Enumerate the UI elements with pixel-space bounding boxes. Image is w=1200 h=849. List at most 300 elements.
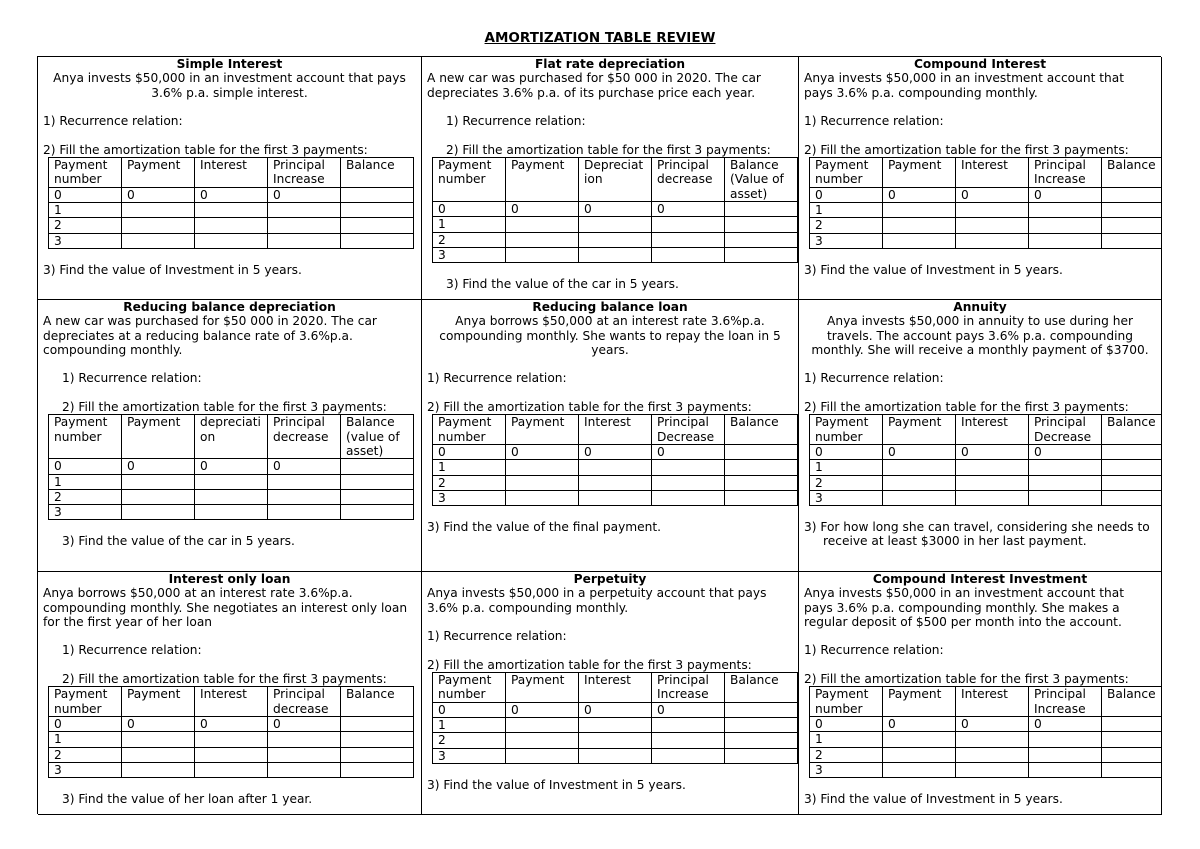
table-cell: 1 bbox=[49, 202, 122, 217]
table-cell bbox=[579, 475, 652, 490]
amortization-table bbox=[809, 157, 1162, 249]
column-header: Interest bbox=[195, 687, 268, 717]
column-header: Balance bbox=[1102, 687, 1163, 717]
table-cell bbox=[122, 233, 195, 248]
table-cell bbox=[1029, 732, 1102, 747]
column-header: Payment number bbox=[49, 158, 122, 188]
table-cell bbox=[1102, 762, 1163, 777]
table-cell: 1 bbox=[49, 732, 122, 747]
amortization-table bbox=[48, 157, 414, 249]
table-cell: 2 bbox=[433, 733, 506, 748]
table-cell: 0 bbox=[883, 187, 956, 202]
column-header: Payment number bbox=[810, 415, 883, 445]
table-cell bbox=[1102, 233, 1163, 248]
table-cell bbox=[1102, 732, 1163, 747]
table-cell bbox=[883, 475, 956, 490]
column-header: Payment bbox=[883, 687, 956, 717]
table-header-row bbox=[433, 415, 798, 445]
table-header-row bbox=[810, 158, 1163, 188]
table-cell: 3 bbox=[433, 247, 506, 262]
table-cell bbox=[122, 762, 195, 777]
amortization-table bbox=[809, 414, 1162, 506]
table-row bbox=[433, 490, 798, 505]
table-cell: 1 bbox=[810, 202, 883, 217]
table-cell bbox=[341, 762, 414, 777]
table-header-row bbox=[433, 673, 798, 703]
table-cell bbox=[579, 717, 652, 732]
table-cell: 0 bbox=[579, 702, 652, 717]
column-header: depreciation bbox=[195, 415, 268, 459]
table-cell bbox=[725, 460, 798, 475]
amortization-table bbox=[809, 686, 1162, 778]
column-header: Payment bbox=[883, 415, 956, 445]
table-cell: 2 bbox=[433, 475, 506, 490]
table-cell: 0 bbox=[49, 187, 122, 202]
table-cell bbox=[725, 444, 798, 459]
table-cell bbox=[341, 187, 414, 202]
table-row bbox=[49, 474, 414, 489]
table-row bbox=[810, 475, 1163, 490]
table-header-row bbox=[49, 158, 414, 188]
table-cell bbox=[956, 732, 1029, 747]
table-row bbox=[49, 459, 414, 474]
table-header-row bbox=[49, 415, 414, 459]
column-header: Payment number bbox=[810, 158, 883, 188]
table-row bbox=[433, 748, 798, 763]
table-cell bbox=[725, 217, 798, 232]
problem-description: Anya invests $50,000 in an investment account that pays 3.6% p.a. compounding monthly. bbox=[804, 71, 1124, 100]
table-row bbox=[49, 233, 414, 248]
table-cell bbox=[122, 202, 195, 217]
table-cell bbox=[1102, 218, 1163, 233]
table-row bbox=[433, 733, 798, 748]
table-cell: 3 bbox=[433, 748, 506, 763]
column-header: Interest bbox=[956, 687, 1029, 717]
table-cell: 1 bbox=[433, 217, 506, 232]
table-cell bbox=[341, 218, 414, 233]
table-cell: 0 bbox=[506, 444, 579, 459]
table-cell bbox=[883, 732, 956, 747]
problem-description: A new car was purchased for $50 000 in 2020. The car depreciates 3.6% p.a. of its purchase price each year. bbox=[427, 71, 761, 100]
table-cell: 1 bbox=[810, 460, 883, 475]
table-row bbox=[49, 747, 414, 762]
table-cell bbox=[652, 748, 725, 763]
table-cell: 0 bbox=[195, 459, 268, 474]
worksheet-section bbox=[422, 300, 799, 572]
table-cell: 0 bbox=[579, 201, 652, 216]
table-cell: 0 bbox=[579, 444, 652, 459]
column-header: Payment number bbox=[49, 687, 122, 717]
table-cell bbox=[341, 459, 414, 474]
table-cell: 0 bbox=[1029, 716, 1102, 731]
table-cell: 3 bbox=[433, 490, 506, 505]
table-cell: 3 bbox=[49, 505, 122, 520]
table-header-row bbox=[433, 158, 798, 202]
worksheet-section bbox=[799, 300, 1162, 572]
table-cell bbox=[725, 490, 798, 505]
column-header: Balance bbox=[1102, 415, 1163, 445]
table-cell bbox=[1029, 218, 1102, 233]
table-row bbox=[49, 218, 414, 233]
table-cell bbox=[956, 762, 1029, 777]
table-row bbox=[810, 762, 1163, 777]
table-cell: 0 bbox=[652, 201, 725, 216]
table-cell bbox=[506, 232, 579, 247]
table-cell bbox=[268, 474, 341, 489]
table-cell: 0 bbox=[652, 702, 725, 717]
table-row bbox=[49, 187, 414, 202]
table-row bbox=[810, 202, 1163, 217]
table-cell: 2 bbox=[49, 747, 122, 762]
table-row bbox=[433, 444, 798, 459]
column-header: Principal decrease bbox=[268, 415, 341, 459]
table-cell bbox=[506, 217, 579, 232]
table-cell bbox=[883, 762, 956, 777]
table-cell: 1 bbox=[433, 717, 506, 732]
question-recurrence: 1) Recurrence relation: bbox=[446, 114, 586, 129]
table-cell: 3 bbox=[810, 762, 883, 777]
table-cell: 0 bbox=[956, 444, 1029, 459]
table-cell bbox=[268, 505, 341, 520]
table-cell bbox=[652, 460, 725, 475]
column-header: Balance bbox=[341, 158, 414, 188]
question-table: 2) Fill the amortization table for the first 3 payments: bbox=[427, 657, 752, 672]
table-row bbox=[433, 702, 798, 717]
table-cell bbox=[268, 218, 341, 233]
table-cell bbox=[579, 217, 652, 232]
table-cell bbox=[1102, 490, 1163, 505]
table-cell bbox=[883, 202, 956, 217]
table-cell: 0 bbox=[49, 716, 122, 731]
table-cell bbox=[579, 460, 652, 475]
table-row bbox=[810, 747, 1163, 762]
table-cell bbox=[506, 490, 579, 505]
table-cell bbox=[122, 732, 195, 747]
amortization-table bbox=[432, 157, 798, 263]
table-cell bbox=[1029, 460, 1102, 475]
table-cell bbox=[883, 233, 956, 248]
table-row bbox=[433, 217, 798, 232]
table-cell bbox=[122, 489, 195, 504]
table-row bbox=[433, 717, 798, 732]
table-cell bbox=[883, 747, 956, 762]
table-cell: 0 bbox=[433, 444, 506, 459]
question-recurrence: 1) Recurrence relation: bbox=[804, 114, 944, 129]
table-cell bbox=[652, 490, 725, 505]
table-cell bbox=[579, 247, 652, 262]
table-row bbox=[49, 202, 414, 217]
table-cell bbox=[195, 233, 268, 248]
table-cell: 2 bbox=[49, 489, 122, 504]
table-row bbox=[49, 732, 414, 747]
table-row bbox=[810, 187, 1163, 202]
table-row bbox=[810, 233, 1163, 248]
table-cell: 2 bbox=[810, 475, 883, 490]
table-cell bbox=[506, 247, 579, 262]
question-recurrence: 1) Recurrence relation: bbox=[427, 629, 567, 644]
table-cell bbox=[341, 489, 414, 504]
table-cell bbox=[506, 717, 579, 732]
section-title: Reducing balance depreciation bbox=[123, 300, 336, 314]
table-row bbox=[433, 247, 798, 262]
table-cell bbox=[956, 218, 1029, 233]
table-cell bbox=[341, 233, 414, 248]
column-header: Payment number bbox=[49, 415, 122, 459]
table-row bbox=[49, 716, 414, 731]
table-cell bbox=[506, 733, 579, 748]
table-cell bbox=[725, 733, 798, 748]
table-cell bbox=[195, 505, 268, 520]
amortization-table bbox=[48, 686, 414, 778]
question-table: 2) Fill the amortization table for the first 3 payments: bbox=[43, 142, 368, 157]
section-title: Simple Interest bbox=[176, 57, 283, 71]
table-cell bbox=[725, 232, 798, 247]
table-row bbox=[49, 489, 414, 504]
worksheet-grid bbox=[37, 56, 1161, 814]
column-header: Balance (value of asset) bbox=[341, 415, 414, 459]
table-row bbox=[49, 762, 414, 777]
table-cell bbox=[341, 474, 414, 489]
problem-description: Anya invests $50,000 in an investment account that pays 3.6% p.a. compounding monthly. She makes a regular deposit of $500 per month into the account. bbox=[804, 586, 1124, 629]
table-cell bbox=[268, 489, 341, 504]
column-header: Principal Increase bbox=[1029, 687, 1102, 717]
section-title: Flat rate depreciation bbox=[534, 57, 686, 71]
table-cell bbox=[195, 489, 268, 504]
question-table: 2) Fill the amortization table for the first 3 payments: bbox=[804, 400, 1129, 415]
table-cell bbox=[341, 505, 414, 520]
question-find-value: 3) Find the value of her loan after 1 year. bbox=[62, 792, 313, 807]
amortization-table bbox=[48, 414, 414, 520]
table-cell bbox=[725, 201, 798, 216]
table-cell bbox=[122, 505, 195, 520]
table-cell bbox=[956, 490, 1029, 505]
table-cell bbox=[195, 732, 268, 747]
table-cell bbox=[341, 732, 414, 747]
table-cell bbox=[1102, 444, 1163, 459]
table-cell bbox=[883, 460, 956, 475]
table-header-row bbox=[810, 687, 1163, 717]
column-header: Interest bbox=[956, 158, 1029, 188]
question-find-value: 3) Find the value of Investment in 5 years. bbox=[43, 262, 302, 277]
section-title: Annuity bbox=[953, 300, 1007, 314]
table-cell bbox=[725, 748, 798, 763]
table-cell: 0 bbox=[810, 187, 883, 202]
table-cell bbox=[122, 218, 195, 233]
question-recurrence: 1) Recurrence relation: bbox=[62, 371, 202, 386]
table-cell bbox=[579, 232, 652, 247]
table-row bbox=[433, 232, 798, 247]
table-cell bbox=[195, 202, 268, 217]
worksheet-section bbox=[422, 57, 799, 300]
column-header: Depreciation bbox=[579, 158, 652, 202]
table-cell bbox=[341, 747, 414, 762]
table-cell: 0 bbox=[956, 716, 1029, 731]
table-cell: 0 bbox=[195, 716, 268, 731]
table-row bbox=[810, 716, 1163, 731]
worksheet-section bbox=[799, 572, 1162, 815]
table-cell bbox=[268, 762, 341, 777]
column-header: Payment bbox=[122, 687, 195, 717]
table-cell bbox=[579, 490, 652, 505]
table-cell bbox=[725, 702, 798, 717]
amortization-table bbox=[432, 672, 798, 764]
table-cell: 1 bbox=[433, 460, 506, 475]
table-cell bbox=[268, 202, 341, 217]
table-cell bbox=[652, 232, 725, 247]
question-table: 2) Fill the amortization table for the first 3 payments: bbox=[62, 672, 387, 687]
column-header: Balance bbox=[725, 673, 798, 703]
table-cell: 0 bbox=[1029, 444, 1102, 459]
table-cell bbox=[506, 748, 579, 763]
table-cell bbox=[195, 762, 268, 777]
table-cell: 0 bbox=[433, 201, 506, 216]
problem-description: Anya borrows $50,000 at an interest rate 3.6%p.a. compounding monthly. She wants to repay the loan in 5 years. bbox=[439, 314, 781, 357]
table-cell bbox=[652, 247, 725, 262]
question-find-value: 3) Find the value of Investment in 5 years. bbox=[804, 262, 1063, 277]
question-table: 2) Fill the amortization table for the first 3 payments: bbox=[427, 400, 752, 415]
table-cell bbox=[725, 475, 798, 490]
table-header-row bbox=[49, 687, 414, 717]
table-cell bbox=[956, 747, 1029, 762]
table-row bbox=[810, 218, 1163, 233]
column-header: Interest bbox=[195, 158, 268, 188]
table-cell bbox=[652, 475, 725, 490]
table-cell: 0 bbox=[1029, 187, 1102, 202]
table-row bbox=[49, 505, 414, 520]
column-header: Principal decrease bbox=[268, 687, 341, 717]
table-cell: 2 bbox=[810, 747, 883, 762]
table-cell bbox=[1029, 490, 1102, 505]
table-cell bbox=[506, 460, 579, 475]
question-recurrence: 1) Recurrence relation: bbox=[62, 643, 202, 658]
table-row bbox=[810, 460, 1163, 475]
table-cell bbox=[1102, 202, 1163, 217]
table-row bbox=[433, 201, 798, 216]
table-cell bbox=[579, 748, 652, 763]
table-cell bbox=[195, 474, 268, 489]
column-header: Principal Decrease bbox=[652, 415, 725, 445]
table-cell: 0 bbox=[122, 459, 195, 474]
question-find-value: 3) Find the value of Investment in 5 years. bbox=[804, 792, 1063, 807]
table-cell bbox=[652, 217, 725, 232]
table-cell: 3 bbox=[49, 762, 122, 777]
worksheet-section bbox=[38, 572, 422, 815]
table-cell bbox=[341, 202, 414, 217]
table-cell bbox=[268, 233, 341, 248]
table-row bbox=[810, 444, 1163, 459]
column-header: Interest bbox=[579, 415, 652, 445]
table-cell bbox=[506, 475, 579, 490]
column-header: Payment number bbox=[433, 158, 506, 202]
table-cell bbox=[1029, 475, 1102, 490]
table-cell: 3 bbox=[49, 233, 122, 248]
problem-description: Anya invests $50,000 in a perpetuity account that pays 3.6% p.a. compounding monthly. bbox=[427, 586, 767, 615]
table-cell bbox=[1102, 716, 1163, 731]
table-row bbox=[433, 460, 798, 475]
column-header: Balance bbox=[725, 415, 798, 445]
question-find-value: 3) Find the value of the final payment. bbox=[427, 520, 662, 535]
question-find-value: 3) Find the value of Investment in 5 years. bbox=[427, 777, 686, 792]
table-cell: 2 bbox=[433, 232, 506, 247]
column-header: Balance bbox=[341, 687, 414, 717]
question-recurrence: 1) Recurrence relation: bbox=[804, 371, 944, 386]
question-find-value: 3) Find the value of the car in 5 years. bbox=[62, 534, 295, 549]
table-cell bbox=[1102, 475, 1163, 490]
problem-description: Anya invests $50,000 in an investment account that pays 3.6% p.a. simple interest. bbox=[53, 71, 406, 100]
column-header: Payment number bbox=[810, 687, 883, 717]
column-header: Payment bbox=[506, 415, 579, 445]
table-cell: 2 bbox=[810, 218, 883, 233]
table-cell bbox=[1102, 460, 1163, 475]
table-cell: 0 bbox=[49, 459, 122, 474]
table-cell bbox=[1029, 747, 1102, 762]
table-cell: 3 bbox=[810, 490, 883, 505]
table-row bbox=[810, 490, 1163, 505]
table-cell bbox=[883, 218, 956, 233]
section-title: Compound Interest bbox=[913, 57, 1047, 71]
column-header: Principal Decrease bbox=[1029, 415, 1102, 445]
table-cell bbox=[652, 733, 725, 748]
table-cell bbox=[195, 747, 268, 762]
section-title: Reducing balance loan bbox=[532, 300, 688, 314]
table-cell: 0 bbox=[652, 444, 725, 459]
worksheet-section bbox=[38, 57, 422, 300]
section-title: Perpetuity bbox=[573, 572, 647, 586]
column-header: Balance bbox=[1102, 158, 1163, 188]
worksheet-section bbox=[422, 572, 799, 815]
table-cell: 1 bbox=[49, 474, 122, 489]
column-header: Principal decrease bbox=[652, 158, 725, 202]
table-cell bbox=[956, 460, 1029, 475]
table-cell: 1 bbox=[810, 732, 883, 747]
problem-description: Anya borrows $50,000 at an interest rate 3.6%p.a. compounding monthly. She negotiates an interest only loan for the first year of her loan bbox=[43, 586, 408, 629]
section-title: Interest only loan bbox=[168, 572, 291, 586]
table-cell: 0 bbox=[956, 187, 1029, 202]
column-header: Payment number bbox=[433, 415, 506, 445]
table-cell bbox=[956, 233, 1029, 248]
table-cell bbox=[122, 474, 195, 489]
column-header: Payment number bbox=[433, 673, 506, 703]
table-cell: 3 bbox=[810, 233, 883, 248]
question-table: 2) Fill the amortization table for the first 3 payments: bbox=[446, 142, 771, 157]
table-cell bbox=[268, 732, 341, 747]
column-header: Interest bbox=[956, 415, 1029, 445]
table-row bbox=[433, 475, 798, 490]
table-cell bbox=[195, 218, 268, 233]
table-cell: 0 bbox=[433, 702, 506, 717]
column-header: Payment bbox=[506, 673, 579, 703]
problem-description: A new car was purchased for $50 000 in 2020. The car depreciates at a reducing balance rate of 3.6%p.a. compounding monthly. bbox=[43, 314, 377, 357]
table-cell bbox=[122, 747, 195, 762]
table-cell: 0 bbox=[268, 716, 341, 731]
worksheet-section bbox=[38, 300, 422, 572]
question-find-value: 3) Find the value of the car in 5 years. bbox=[446, 277, 679, 292]
amortization-table bbox=[432, 414, 798, 506]
table-cell: 0 bbox=[122, 716, 195, 731]
table-cell: 0 bbox=[883, 444, 956, 459]
table-cell bbox=[579, 733, 652, 748]
problem-description: Anya invests $50,000 in annuity to use during her travels. The account pays 3.6% p.a. compounding monthly. She will receive a monthly payment of $3700. bbox=[811, 314, 1149, 357]
table-cell bbox=[956, 475, 1029, 490]
question-recurrence: 1) Recurrence relation: bbox=[804, 643, 944, 658]
table-cell bbox=[652, 717, 725, 732]
column-header: Interest bbox=[579, 673, 652, 703]
table-cell bbox=[725, 717, 798, 732]
column-header: Payment bbox=[122, 158, 195, 188]
column-header: Payment bbox=[122, 415, 195, 459]
table-cell bbox=[1102, 187, 1163, 202]
table-cell: 0 bbox=[506, 201, 579, 216]
